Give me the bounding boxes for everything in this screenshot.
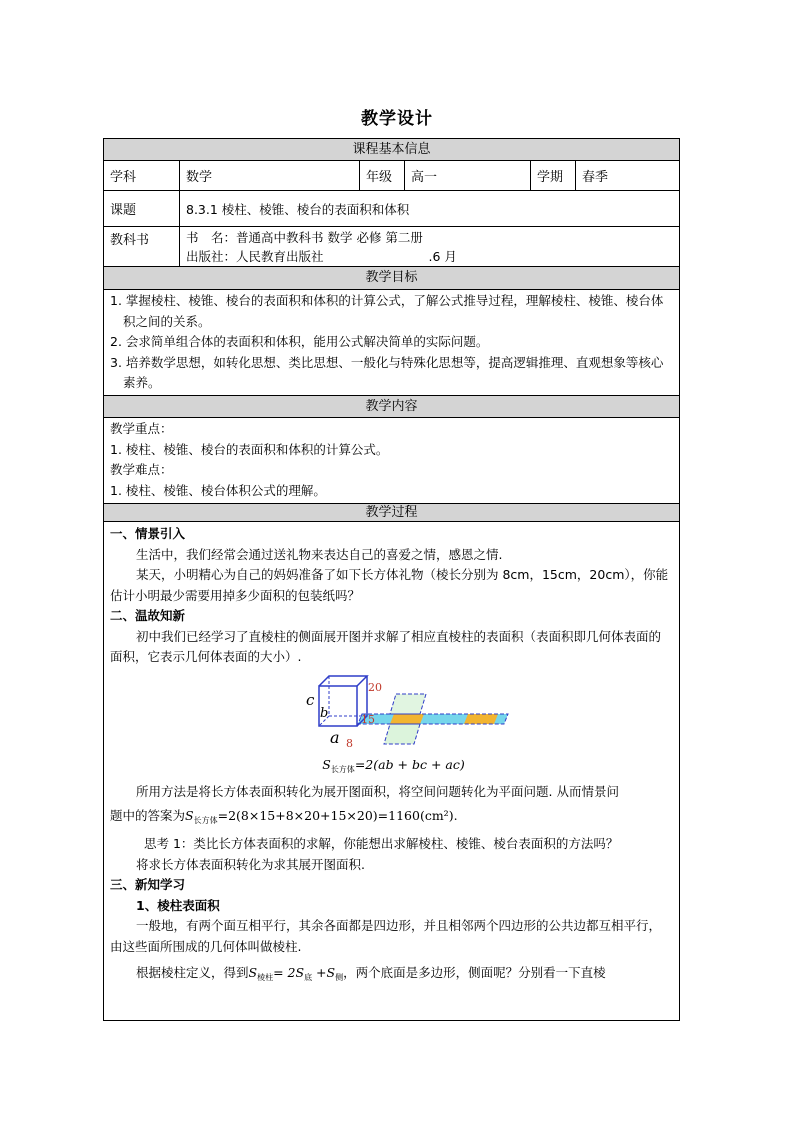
process-heading-3: 三、新知学习 <box>110 877 186 892</box>
textbook-date: .6 月 <box>428 249 457 264</box>
answer-rhs: =2(8×15+8×20+15×20)=1160(cm²). <box>217 808 458 823</box>
think-answer-1: 将求长方体表面积转化为求其展开图面积. <box>136 856 365 872</box>
textbook-publisher-line <box>186 247 681 266</box>
formula-subscript: 长方体 <box>330 764 355 774</box>
term-value: 春季 <box>575 161 681 190</box>
answer-line <box>110 802 673 830</box>
process-paragraph: 所用方法是将长方体表面积转化为展开图面积，将空间问题转化为平面问题. 从而情景问 <box>136 783 619 799</box>
think-question-1: 思考 1：类比长方体表面积的求解，你能想出求解棱柱、棱锥、棱台表面积的方法吗？ <box>144 836 619 851</box>
cuboid-figure <box>110 668 673 752</box>
key-points-label: 教学重点： <box>110 421 173 436</box>
goal-item: 3. 培养数学思想，如转化思想、类比思想、一般化与特殊化思想等，提高逻辑推理、直观想象等核心素养。 <box>110 354 664 390</box>
formula-rhs: =2(ab + bc + ac) <box>354 756 465 772</box>
goals-list <box>104 290 679 396</box>
net-strip-orange-1 <box>390 714 424 724</box>
net-face-top <box>390 694 426 714</box>
term-label: 学期 <box>530 161 575 190</box>
prism-area-line <box>110 963 673 989</box>
subject-value: 数学 <box>179 161 359 190</box>
content-block <box>104 418 679 504</box>
label-b: b <box>320 705 329 721</box>
label-c: c <box>306 690 315 709</box>
textbook-name: 书 名：普通高中教科书 数学 必修 第二册 <box>186 230 423 245</box>
label-a: a <box>330 727 340 747</box>
label-15: 15 <box>361 712 375 726</box>
net-face-bottom <box>384 724 420 744</box>
goal-item: 2. 会求简单组合体的表面积和体积，能用公式解决简单的实际问题。 <box>110 334 489 349</box>
answer-subscript: 长方体 <box>193 816 218 825</box>
process-paragraph: 一般地，有两个面互相平行，其余各面都是四边形，并且相邻两个四边形的公共边都互相平行，由这些面所围成的几何体叫做棱柱. <box>110 918 662 954</box>
net-strip-orange-2 <box>464 714 498 724</box>
info-row-subject <box>104 161 679 191</box>
section-header-process: 教学过程 <box>104 504 679 522</box>
section-header-goals: 教学目标 <box>104 267 679 290</box>
process-heading-2: 二、温故知新 <box>110 608 186 623</box>
textbook-value <box>179 227 681 266</box>
section-header-basic-info: 课程基本信息 <box>104 139 679 161</box>
process-subheading-prism: 1、棱柱表面积 <box>136 897 220 913</box>
topic-value: 8.3.1 棱柱、棱锥、棱台的表面积和体积 <box>179 191 681 226</box>
section-header-content: 教学内容 <box>104 396 679 418</box>
prism-eq: = 2S <box>273 965 305 980</box>
formula-symbol: S <box>322 756 331 772</box>
answer-symbol: S <box>185 808 194 823</box>
topic-label: 课题 <box>110 203 137 218</box>
answer-prefix: 题中的答案为 <box>110 808 186 823</box>
cuboid-net-diagram <box>104 668 681 752</box>
goal-item: 1. 掌握棱柱、棱锥、棱台的表面积和体积的计算公式，了解公式推导过程，理解棱柱、棱锥、棱台体积之间的关系。 <box>110 293 664 329</box>
prism-plus: +S <box>312 965 336 980</box>
cube-top-edges <box>319 676 367 686</box>
info-row-topic <box>104 191 679 227</box>
difficulty-item: 1. 棱柱、棱锥、棱台体积公式的理解。 <box>110 482 326 498</box>
label-20: 20 <box>368 680 382 694</box>
document-title: 教学设计 <box>361 109 433 129</box>
key-point-item: 1. 棱柱、棱锥、棱台的表面积和体积的计算公式。 <box>110 441 389 457</box>
prism-suffix: ，两个底面是多边形，侧面呢？分别看一下直棱 <box>343 965 606 980</box>
info-row-textbook <box>104 227 679 267</box>
formula-cuboid <box>110 752 673 778</box>
difficulty-label: 教学难点： <box>110 462 173 477</box>
prism-prefix: 根据棱柱定义，得到 <box>136 965 249 980</box>
textbook-publisher: 出版社：人民教育出版社 <box>186 249 324 264</box>
prism-subscript-side: 侧 <box>335 973 344 982</box>
subject-label: 学科 <box>110 170 137 185</box>
process-paragraph: 初中我们已经学习了直棱柱的侧面展开图并求解了相应直棱柱的表面积（表面积即几何体表面的面积，它表示几何体表面的大小）. <box>110 628 662 664</box>
process-paragraph: 生活中，我们经常会通过送礼物来表达自己的喜爱之情，感恩之情. <box>136 546 503 562</box>
prism-subscript-base: 底 <box>304 973 313 982</box>
prism-symbol: S <box>248 965 258 980</box>
textbook-label: 教科书 <box>110 233 150 248</box>
grade-value: 高一 <box>404 161 530 190</box>
process-paragraph: 某天，小明精心为自己的妈妈准备了如下长方体礼物（棱长分别为 8cm，15cm，20cm），你能估计小明最少需要用掉多少面积的包装纸吗？ <box>110 567 669 603</box>
lesson-plan-table <box>103 138 680 1021</box>
process-block <box>104 522 679 1020</box>
grade-label: 年级 <box>359 161 404 190</box>
prism-subscript: 棱柱 <box>257 973 274 982</box>
label-8: 8 <box>346 736 353 750</box>
process-heading-1: 一、情景引入 <box>110 526 186 541</box>
